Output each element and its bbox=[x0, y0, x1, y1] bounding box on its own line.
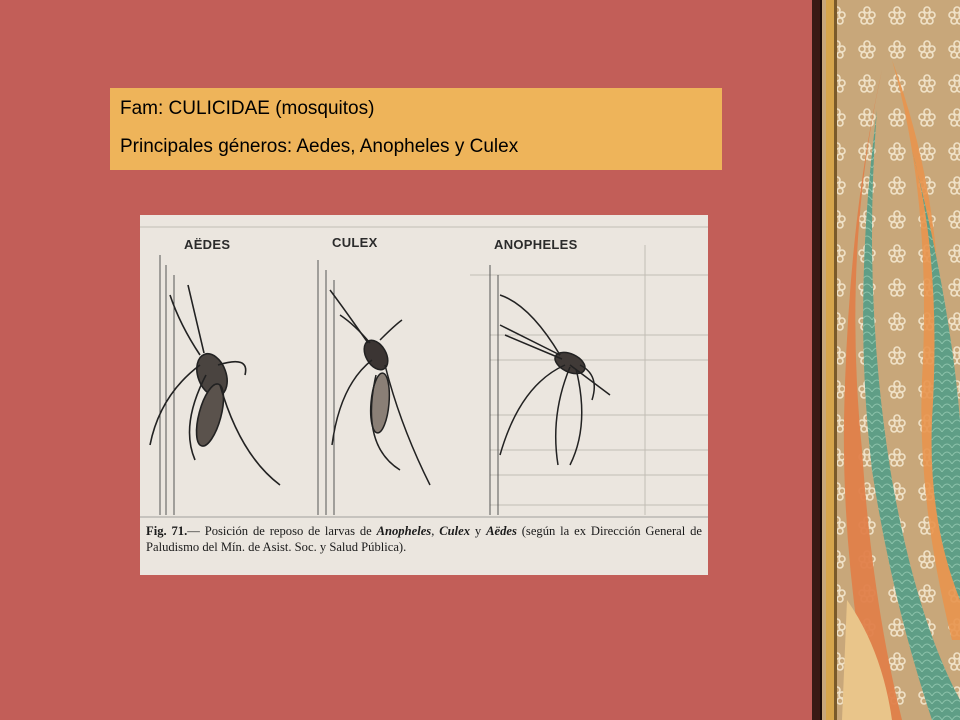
caption-text-b: (según la ex Dirección General de Paludismo del Mín. de Asist. Soc. y Salud Pública). bbox=[146, 524, 703, 555]
caption-anopheles: Anopheles bbox=[376, 524, 432, 538]
caption-aedes: Aëdes bbox=[486, 524, 517, 538]
floral-border-icon bbox=[822, 0, 960, 720]
genera-heading: Principales géneros: Aedes, Anopheles y Culex bbox=[120, 135, 519, 157]
caption-fig-number: Fig. 71. bbox=[146, 524, 188, 538]
label-anopheles: ANOPHELES bbox=[494, 237, 578, 252]
caption-text-a: — Posición de reposo de larvas de bbox=[187, 524, 377, 538]
label-aedes: AËDES bbox=[184, 237, 231, 252]
caption-culex: Culex bbox=[439, 524, 471, 538]
mosquito-illustration bbox=[140, 215, 708, 575]
caption-sep2: y bbox=[470, 524, 487, 538]
mosquito-figure bbox=[140, 215, 708, 575]
figure-caption bbox=[146, 523, 702, 555]
family-heading: Fam: CULICIDAE (mosquitos) bbox=[120, 98, 375, 119]
label-culex: CULEX bbox=[332, 235, 378, 250]
caption-sep1: , bbox=[431, 524, 440, 538]
title-box bbox=[110, 88, 722, 170]
